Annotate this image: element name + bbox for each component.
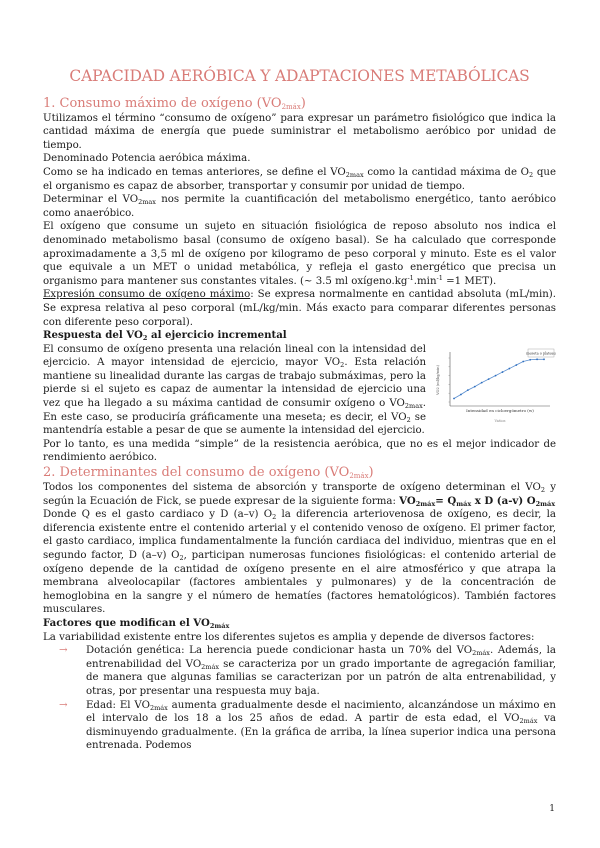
page-number: 1: [549, 804, 555, 814]
paragraph: Expresión consumo de oxígeno máximo: Se expresa normalmente en cantidad absoluta (mL/min). Se expresa relativa al peso corporal (mL/kg/min. Más exacto para comparar diferentes personas con diferente peso corporal).: [43, 289, 557, 328]
data-point: [488, 378, 490, 380]
chart-footnote: Vatios: [494, 418, 506, 423]
list-item: → Edad: El $VO_{2máx}$ aumenta gradualmente desde el nacimiento, alcanzándose un máximo en el intervalo de los 18 a los 25 años de edad. A partir de esta edad, el $VO_{2máx}$ va disminuyendo gradualmente. (En la gráfica de arriba, la línea superior indica una persona entrenada. Podemos: [59, 699, 557, 752]
subsection-heading: Respuesta del $VO_2$ al ejercicio incremental: [43, 329, 287, 343]
paragraph: Denominado Potencia aeróbica máxima.: [43, 153, 251, 165]
data-point: [467, 389, 469, 391]
y-axis-label: VO2 (ml/kg/min): [436, 364, 440, 395]
paragraph: El oxígeno que consume un sujeto en situación fisiológica de reposo absoluto nos indica el denominado metabolismo basal (consumo de oxígeno basal). Se ha calculado que corresponde aproximadamente a 3,5 ml de oxígeno por kilogramo de peso corporal y minuto. Este es el valor que equivale a un MET o unidad metabólica, y refleja el gasto energético que precisa un organismo para mantener sus constantes vitales. (~ 3.5 ml $oxígeno.kg^{-1}.\min^{-1} =1$ MET).: [43, 221, 556, 287]
data-point: [508, 367, 510, 369]
data-point: [474, 385, 476, 387]
fick-equation: $VO_{2máx}= Q_{máx}$ x D (a-v) $O_{2máx}$: [399, 494, 556, 508]
document-body: [43, 68, 556, 753]
x-axis-label: Intensidad en cicloergómetro (w): [466, 407, 534, 413]
paragraph: Utilizamos el término “consumo de oxígeno” para expresar un parámetro fisiológico que indica la cantidad máxima de energía que puede suministrar el metabolismo aeróbico por unidad de tiempo.: [43, 112, 556, 151]
data-point: [495, 374, 497, 376]
plateau-label: meseta o plateau: [526, 351, 556, 356]
data-point: [536, 358, 538, 360]
paragraph: Donde Q es el gasto cardiaco y D (a–v) $O_2$ la diferencia arteriovenosa de oxígeno, es decir, la diferencia existente entre el contenido arterial y el contenido venoso de oxígeno. El primer factor, el gasto cardiaco, implica fundamentalmente la función cardiaca del individuo, mientras que en el segundo factor, D (a–v) $O_2$, participan numerosas funciones fisiológicas: el contenido arterial de oxígeno depende de la cantidad de oxígeno presente en el aire atmosférico y que atrapa la membrana alveolocapilar (factores ambientales y pulmonares) y de la concentración de hemoglobina en la sangre y el número de hematíes (factores hematológicos). También factores musculares.: [43, 509, 557, 616]
section-heading-1: 1. Consumo máximo de oxígeno $(VO_{2máx})$: [43, 95, 306, 111]
paragraph: La variabilidad existente entre los diferentes sujetos es amplia y depende de diversos factores:: [43, 631, 535, 643]
subsection-heading: Factores que modifican el $VO_{2máx}$: [43, 616, 230, 630]
arrow-icon: →: [59, 699, 68, 711]
vo2-chart-svg: [432, 346, 556, 428]
page-title: CAPACIDAD AERÓBICA Y ADAPTACIONES METABÓLICAS: [69, 67, 530, 85]
list-item: → Dotación genética: La herencia puede condicionar hasta un 70% del $VO_{2máx}$. Además, la entrenabilidad del $VO_{2máx}$ se caracteriza por un grado importante de agregación familiar, de manera que algunas familias se caracterizan por un patrón de alta entrenabilidad, y otras, por presentar una respuesta muy baja.: [59, 645, 556, 697]
arrow-icon: →: [59, 645, 68, 657]
paragraph: El consumo de oxígeno presenta una relación lineal con la intensidad del ejercicio. A mayor intensidad de ejercicio, mayor $VO_2$. Esta relación mantiene su linealidad durante las cargas de trabajo submáximas, pero la pierde si el sujeto es capaz de aumentar la intensidad de ejercicio una vez que ha llegado a su máxima cantidad de consumir oxígeno o $VO_{2max}$. En este caso, se produciría gráficamente una meseta; es decir, el $VO_2$ se mantendría estable a pesar de que se aumente la intensidad del ejercicio.: [43, 343, 426, 437]
paragraph: Todos los componentes del sistema de absorción y transporte de oxígeno determinan el $VO_2$ y según la Ecuación de Fick, se puede expresar de la siguiente forma: $VO_{2máx}= Q_{máx}$ x D (a-v) $O_{2máx}$: [43, 482, 556, 508]
data-point: [543, 358, 545, 360]
data-point: [453, 397, 455, 399]
factor-list: [43, 644, 556, 753]
data-point: [522, 360, 524, 362]
data-point: [460, 393, 462, 395]
vo2-chart: [432, 346, 556, 428]
paragraph: Por lo tanto, es una medida “simple” de la resistencia aeróbica, que no es el mejor indicador de rendimiento aeróbico.: [43, 438, 556, 464]
paragraph: Determinar el $VO_{2max}$ nos permite la cuantificación del metabolismo energético, tanto aeróbico como anaeróbico.: [43, 194, 556, 219]
data-point: [481, 381, 483, 383]
data-point: [515, 364, 517, 366]
vo2-series-points: [453, 358, 545, 399]
data-point: [502, 371, 504, 373]
paragraph: Como se ha indicado en temas anteriores, se define el $VO_{2max}$ como la cantidad máxima de $O_2$ que el organismo es capaz de absorber, transportar y consumir por unidad de tiempo.: [43, 166, 556, 192]
data-point: [529, 359, 531, 361]
vo2-series-line: [454, 359, 544, 398]
section-heading-2: 2. Determinantes del consumo de oxígeno $(VO_{2máx})$: [43, 465, 374, 481]
